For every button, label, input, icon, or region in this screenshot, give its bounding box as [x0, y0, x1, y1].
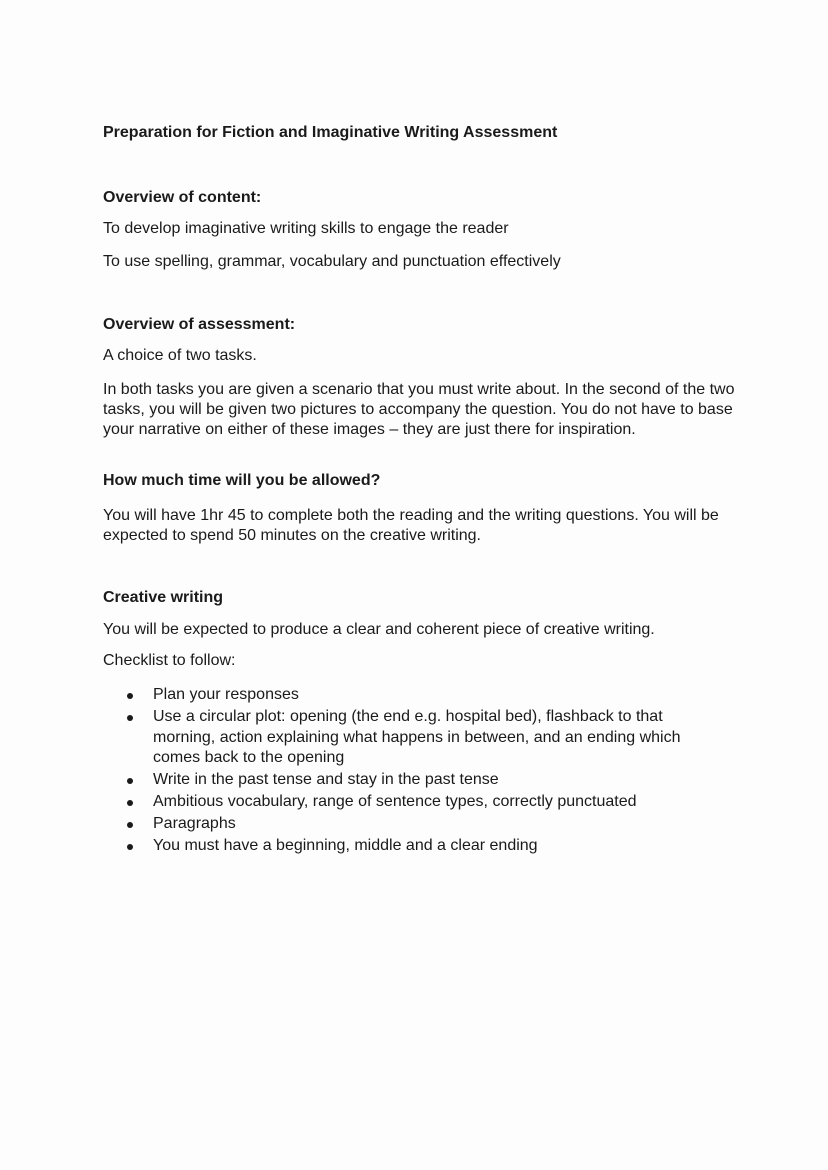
bullet-icon	[127, 693, 133, 699]
checklist-item	[125, 814, 725, 835]
checklist-item	[125, 685, 725, 706]
checklist-item-text: Use a circular plot: opening (the end e.g. hospital bed), flashback to that morning, action explaining what happens in between, and an ending which comes back to the opening	[153, 708, 681, 766]
bullet-icon	[127, 715, 133, 721]
bullet-icon	[127, 800, 133, 806]
content-line: To use spelling, grammar, vocabulary and punctuation effectively	[103, 253, 561, 270]
bullet-icon	[127, 822, 133, 828]
checklist-item	[125, 836, 725, 857]
time-heading: How much time will you be allowed?	[103, 472, 381, 489]
assessment-overview-heading: Overview of assessment:	[103, 316, 296, 333]
bullet-icon	[127, 778, 133, 784]
checklist-label: Checklist to follow:	[103, 652, 236, 669]
checklist-item-text: Plan your responses	[153, 686, 299, 703]
checklist	[125, 685, 725, 858]
checklist-item-text: Paragraphs	[153, 815, 236, 832]
checklist-item	[125, 707, 725, 769]
bullet-icon	[127, 844, 133, 850]
checklist-item-text: Write in the past tense and stay in the past tense	[153, 771, 499, 788]
creative-writing-heading: Creative writing	[103, 589, 224, 606]
assessment-paragraph: In both tasks you are given a scenario that you must write about. In the second of the two tasks, you will be given two pictures to accompany the question. You do not have to base your narrative on either of these images – they are just there for inspiration.	[103, 381, 735, 438]
checklist-item	[125, 770, 725, 791]
creative-writing-intro: You will be expected to produce a clear and coherent piece of creative writing.	[103, 621, 655, 638]
content-line: To develop imaginative writing skills to engage the reader	[103, 220, 509, 237]
time-paragraph: You will have 1hr 45 to complete both the reading and the writing questions. You will be expected to spend 50 minutes on the creative writing.	[103, 507, 719, 544]
checklist-item-text: You must have a beginning, middle and a clear ending	[153, 837, 538, 854]
page-title: Preparation for Fiction and Imaginative Writing Assessment	[103, 124, 558, 141]
checklist-item-text: Ambitious vocabulary, range of sentence types, correctly punctuated	[153, 793, 637, 810]
checklist-item	[125, 792, 725, 813]
assessment-choice-text: A choice of two tasks.	[103, 347, 257, 364]
content-overview-heading: Overview of content:	[103, 189, 262, 206]
